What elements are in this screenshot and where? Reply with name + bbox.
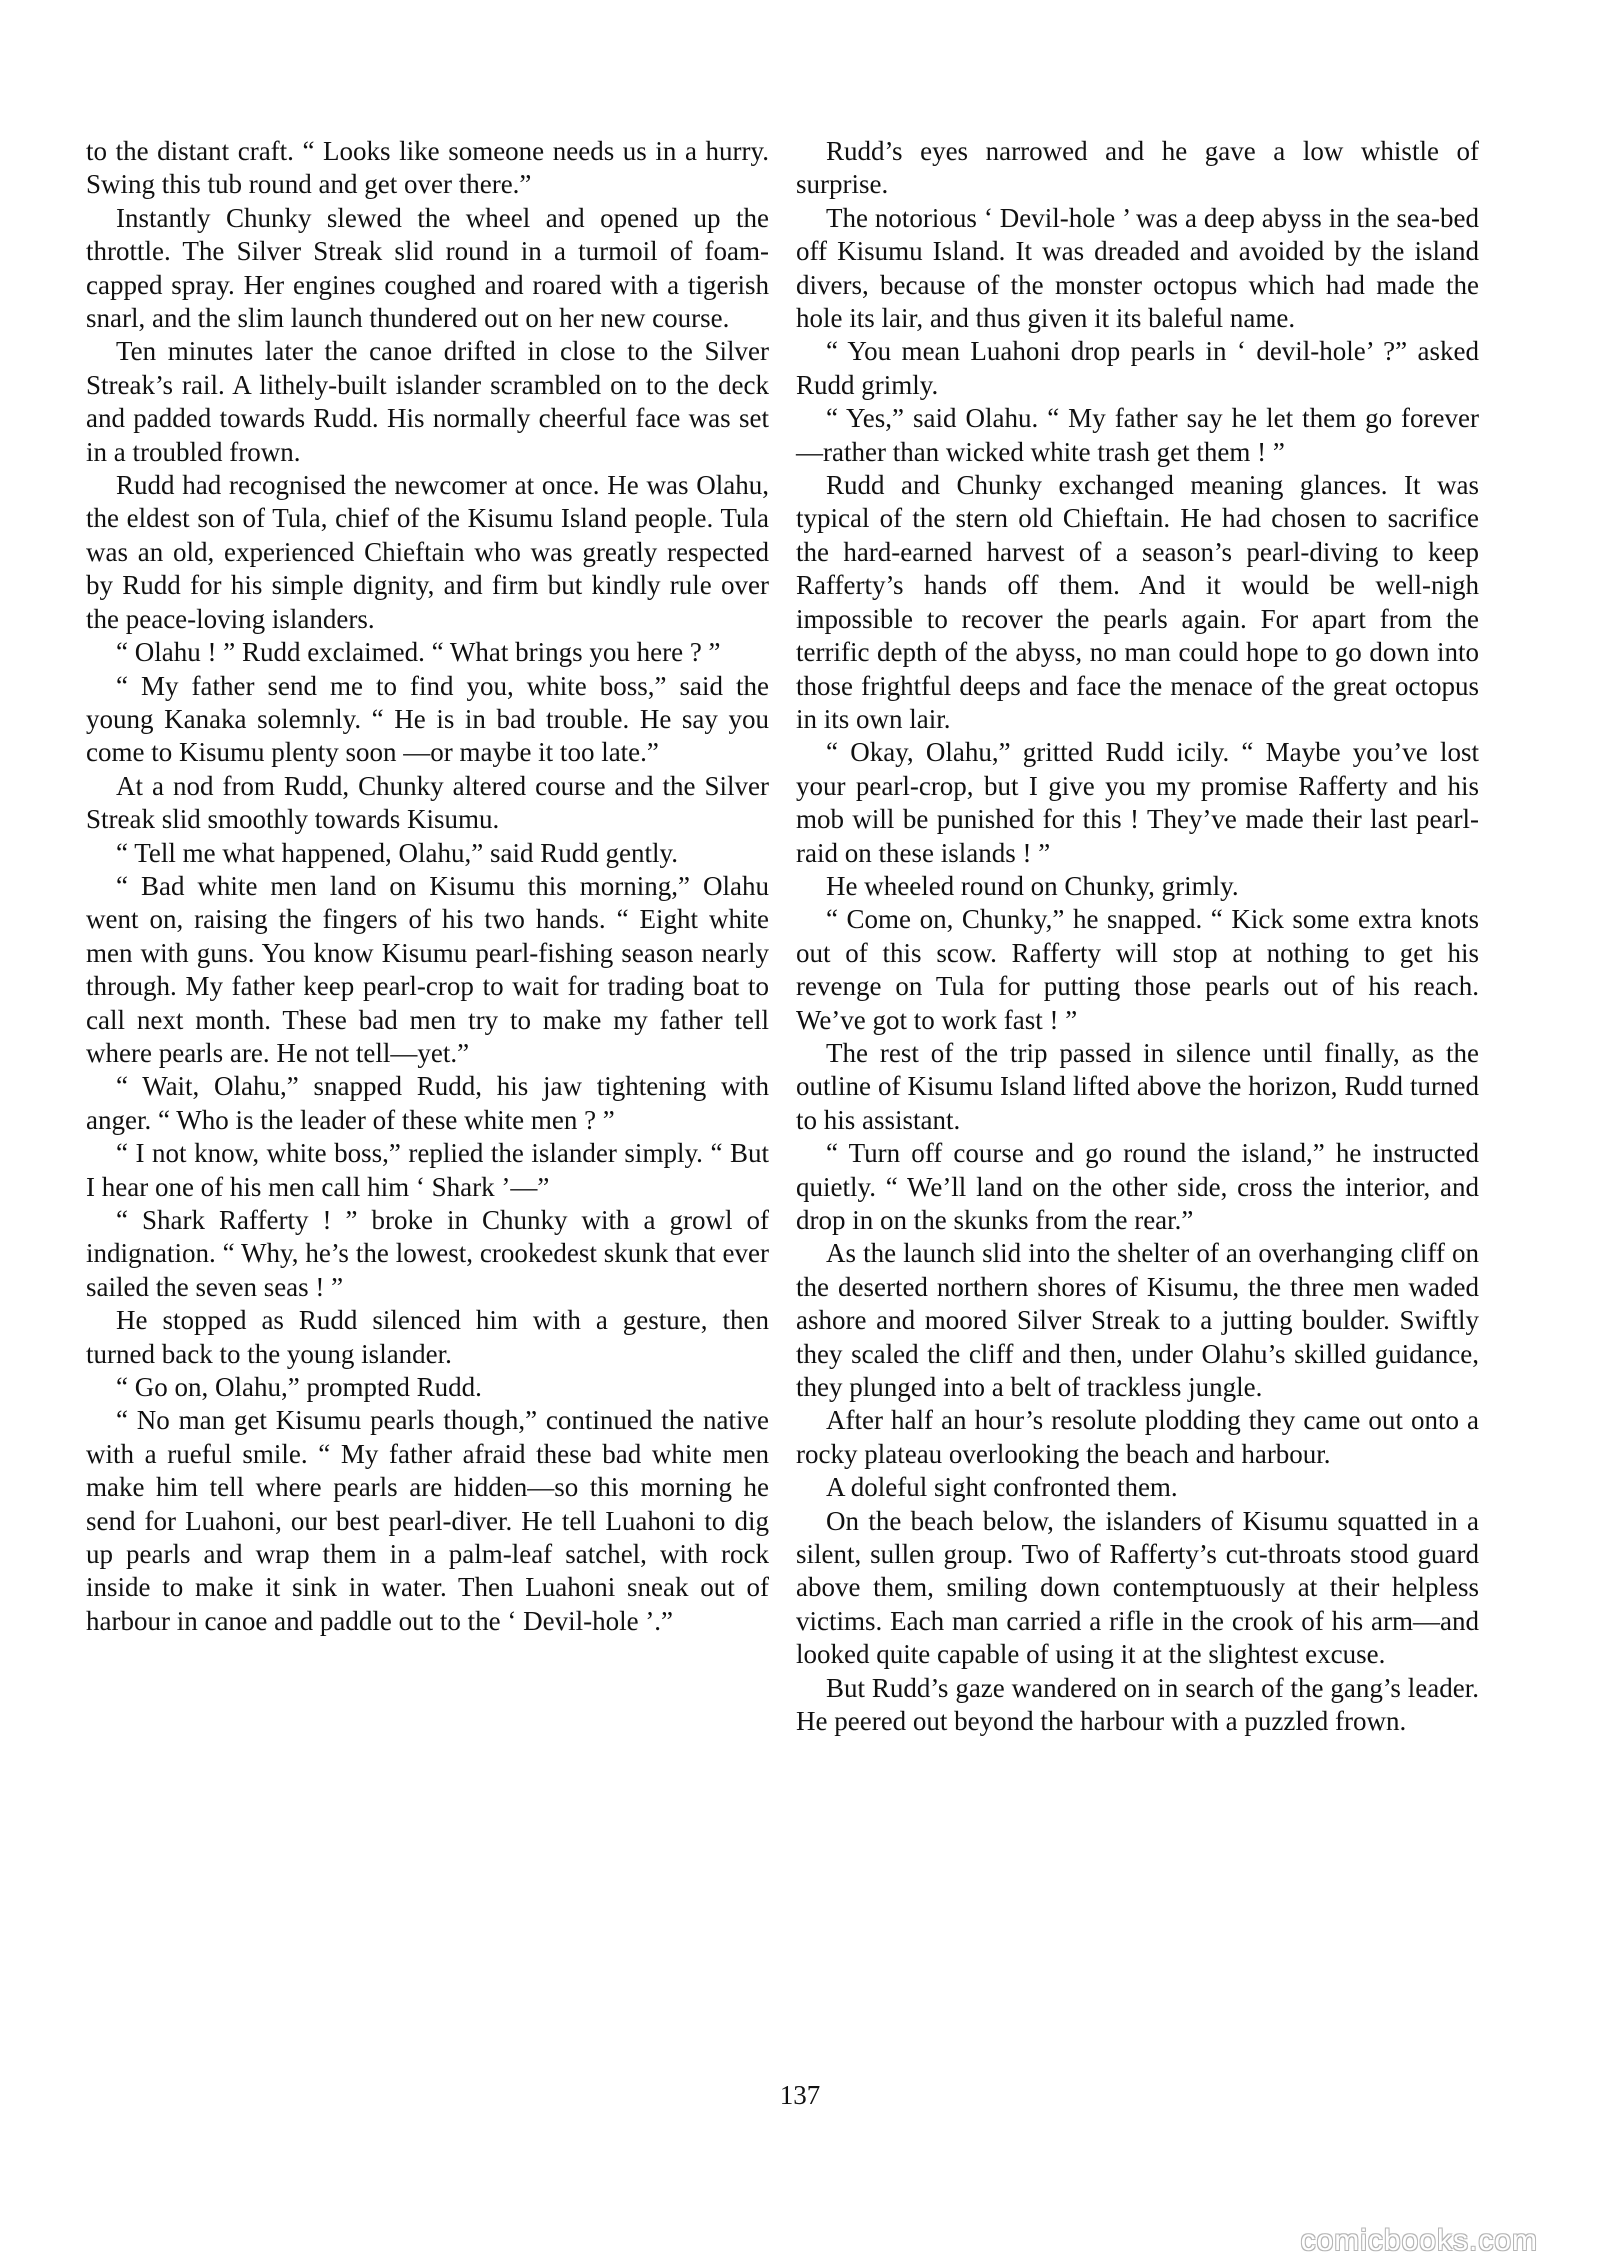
paragraph: “ Turn off course and go round the island,” he instructed quietly. “ We’ll land on the other side, cross the interior, and drop in on the skunks from the rear.”: [796, 1138, 1479, 1235]
paragraph: On the beach below, the islanders of Kisumu squatted in a silent, sullen group. Two of Rafferty’s cut-throats stood guard above them, smiling down contemptuously at their helpless victims. Each man carried a rifle in the crook of his arm—and looked quite capable of using it at the slightest excuse.: [796, 1505, 1479, 1670]
paragraph: Rudd’s eyes narrowed and he gave a low whistle of surprise.: [796, 136, 1479, 200]
right-text-column: [796, 135, 1479, 1739]
paragraph: “ I not know, white boss,” replied the islander simply. “ But I hear one of his men call him ‘ Shark ’—”: [86, 1138, 769, 1202]
paragraph: “ No man get Kisumu pearls though,” continued the native with a rueful smile. “ My father afraid these bad white men make him tell where pearls are hidden—so this morning he send for Luahoni, our best pearl-diver. He tell Luahoni to dig up pearls and wrap them in a palm-leaf satchel, with rock inside to make it sink in water. Then Luahoni sneak out of harbour in canoe and paddle out to the ‘ Devil-hole ’.”: [86, 1405, 769, 1636]
paragraph: The rest of the trip passed in silence until finally, as the outline of Kisumu Island lifted above the horizon, Rudd turned to his assistant.: [796, 1037, 1479, 1135]
paragraph: “ You mean Luahoni drop pearls in ‘ devil-hole’ ?” asked Rudd grimly.: [796, 336, 1479, 400]
paragraph: As the launch slid into the shelter of an overhanging cliff on the deserted northern shores of Kisumu, the three men waded ashore and moored Silver Streak to a jutting boulder. Swiftly they scaled the cliff and then, under Olahu’s skilled guidance, they plunged into a belt of trackless jungle.: [796, 1238, 1479, 1403]
paragraph: to the distant craft. “ Looks like someone needs us in a hurry. Swing this tub round and get over there.”: [86, 136, 769, 200]
paragraph: A doleful sight confronted them.: [826, 1472, 1178, 1503]
paragraph: Ten minutes later the canoe drifted in close to the Silver Streak’s rail. A lithely-built islander scrambled on to the deck and padded towards Rudd. His normally cheerful face was set in a troubled frown.: [86, 336, 769, 467]
paragraph: “ Shark Rafferty ! ” broke in Chunky with a growl of indignation. “ Why, he’s the lowest, crookedest skunk that ever sailed the seven seas ! ”: [86, 1205, 769, 1302]
paragraph: “ Go on, Olahu,” prompted Rudd.: [116, 1372, 482, 1403]
watermark: comicbooks.com: [1300, 2224, 1538, 2257]
paragraph: “ Tell me what happened, Olahu,” said Rudd gently.: [116, 837, 678, 868]
paragraph: “ Olahu ! ” Rudd exclaimed. “ What brings you here ? ”: [116, 637, 721, 668]
paragraph: But Rudd’s gaze wandered on in search of the gang’s leader. He peered out beyond the harbour with a puzzled frown.: [796, 1672, 1479, 1737]
paragraph: Instantly Chunky slewed the wheel and opened up the throttle. The Silver Streak slid round in a turmoil of foam-capped spray. Her engines coughed and roared with a tigerish snarl, and the slim launch thundered out on her new course.: [86, 202, 769, 334]
paragraph: “ Bad white men land on Kisumu this morning,” Olahu went on, raising the fingers of his two hands. “ Eight white men with guns. You know Kisumu pearl-fishing season nearly through. My father keep pearl-crop to wait for trading boat to call next month. These bad men try to make my father tell where pearls are. He not tell—yet.”: [86, 870, 769, 1068]
paragraph: “ Yes,” said Olahu. “ My father say he let them go forever—rather than wicked white trash get them ! ”: [796, 403, 1479, 467]
paragraph: He stopped as Rudd silenced him with a gesture, then turned back to the young islander.: [86, 1305, 769, 1369]
paragraph: After half an hour’s resolute plodding they came out onto a rocky plateau overlooking the beach and harbour.: [796, 1405, 1479, 1469]
paragraph: He wheeled round on Chunky, grimly.: [826, 870, 1239, 901]
paragraph: At a nod from Rudd, Chunky altered course and the Silver Streak slid smoothly towards Kisumu.: [86, 770, 769, 835]
left-text-column: [86, 135, 769, 1638]
paragraph: “ My father send me to find you, white boss,” said the young Kanaka solemnly. “ He is in bad trouble. He say you come to Kisumu plenty soon —or maybe it too late.”: [86, 670, 769, 768]
paragraph: “ Come on, Chunky,” he snapped. “ Kick some extra knots out of this scow. Rafferty will stop at nothing to get his revenge on Tula for putting those pearls out of his reach. We’ve got to work fast ! ”: [796, 904, 1479, 1035]
paragraph: “ Okay, Olahu,” gritted Rudd icily. “ Maybe you’ve lost your pearl-crop, but I give you my promise Rafferty and his mob will be punished for this ! They’ve made their last pearl-raid on these islands ! ”: [796, 737, 1479, 868]
paragraph: “ Wait, Olahu,” snapped Rudd, his jaw tightening with anger. “ Who is the leader of these white men ? ”: [86, 1071, 769, 1135]
paragraph: The notorious ‘ Devil-hole ’ was a deep abyss in the sea-bed off Kisumu Island. It was dreaded and avoided by the island divers, because of the monster octopus which had made the hole its lair, and thus given it its baleful name.: [796, 202, 1479, 334]
page-number: 137: [779, 2080, 821, 2110]
paragraph: Rudd and Chunky exchanged meaning glances. It was typical of the stern old Chieftain. He had chosen to sacrifice the hard-earned harvest of a season’s pearl-diving to keep Rafferty’s hands off them. And it would be well-nigh impossible to recover the pearls again. For apart from the terrific depth of the abyss, no man could hope to go down into those frightful deeps and face the menace of the great octopus in its own lair.: [796, 470, 1479, 734]
paragraph: Rudd had recognised the newcomer at once. He was Olahu, the eldest son of Tula, chief of the Kisumu Island people. Tula was an old, experienced Chieftain who was greatly respected by Rudd for his simple dignity, and firm but kindly rule over the peace-loving islanders.: [86, 470, 769, 634]
